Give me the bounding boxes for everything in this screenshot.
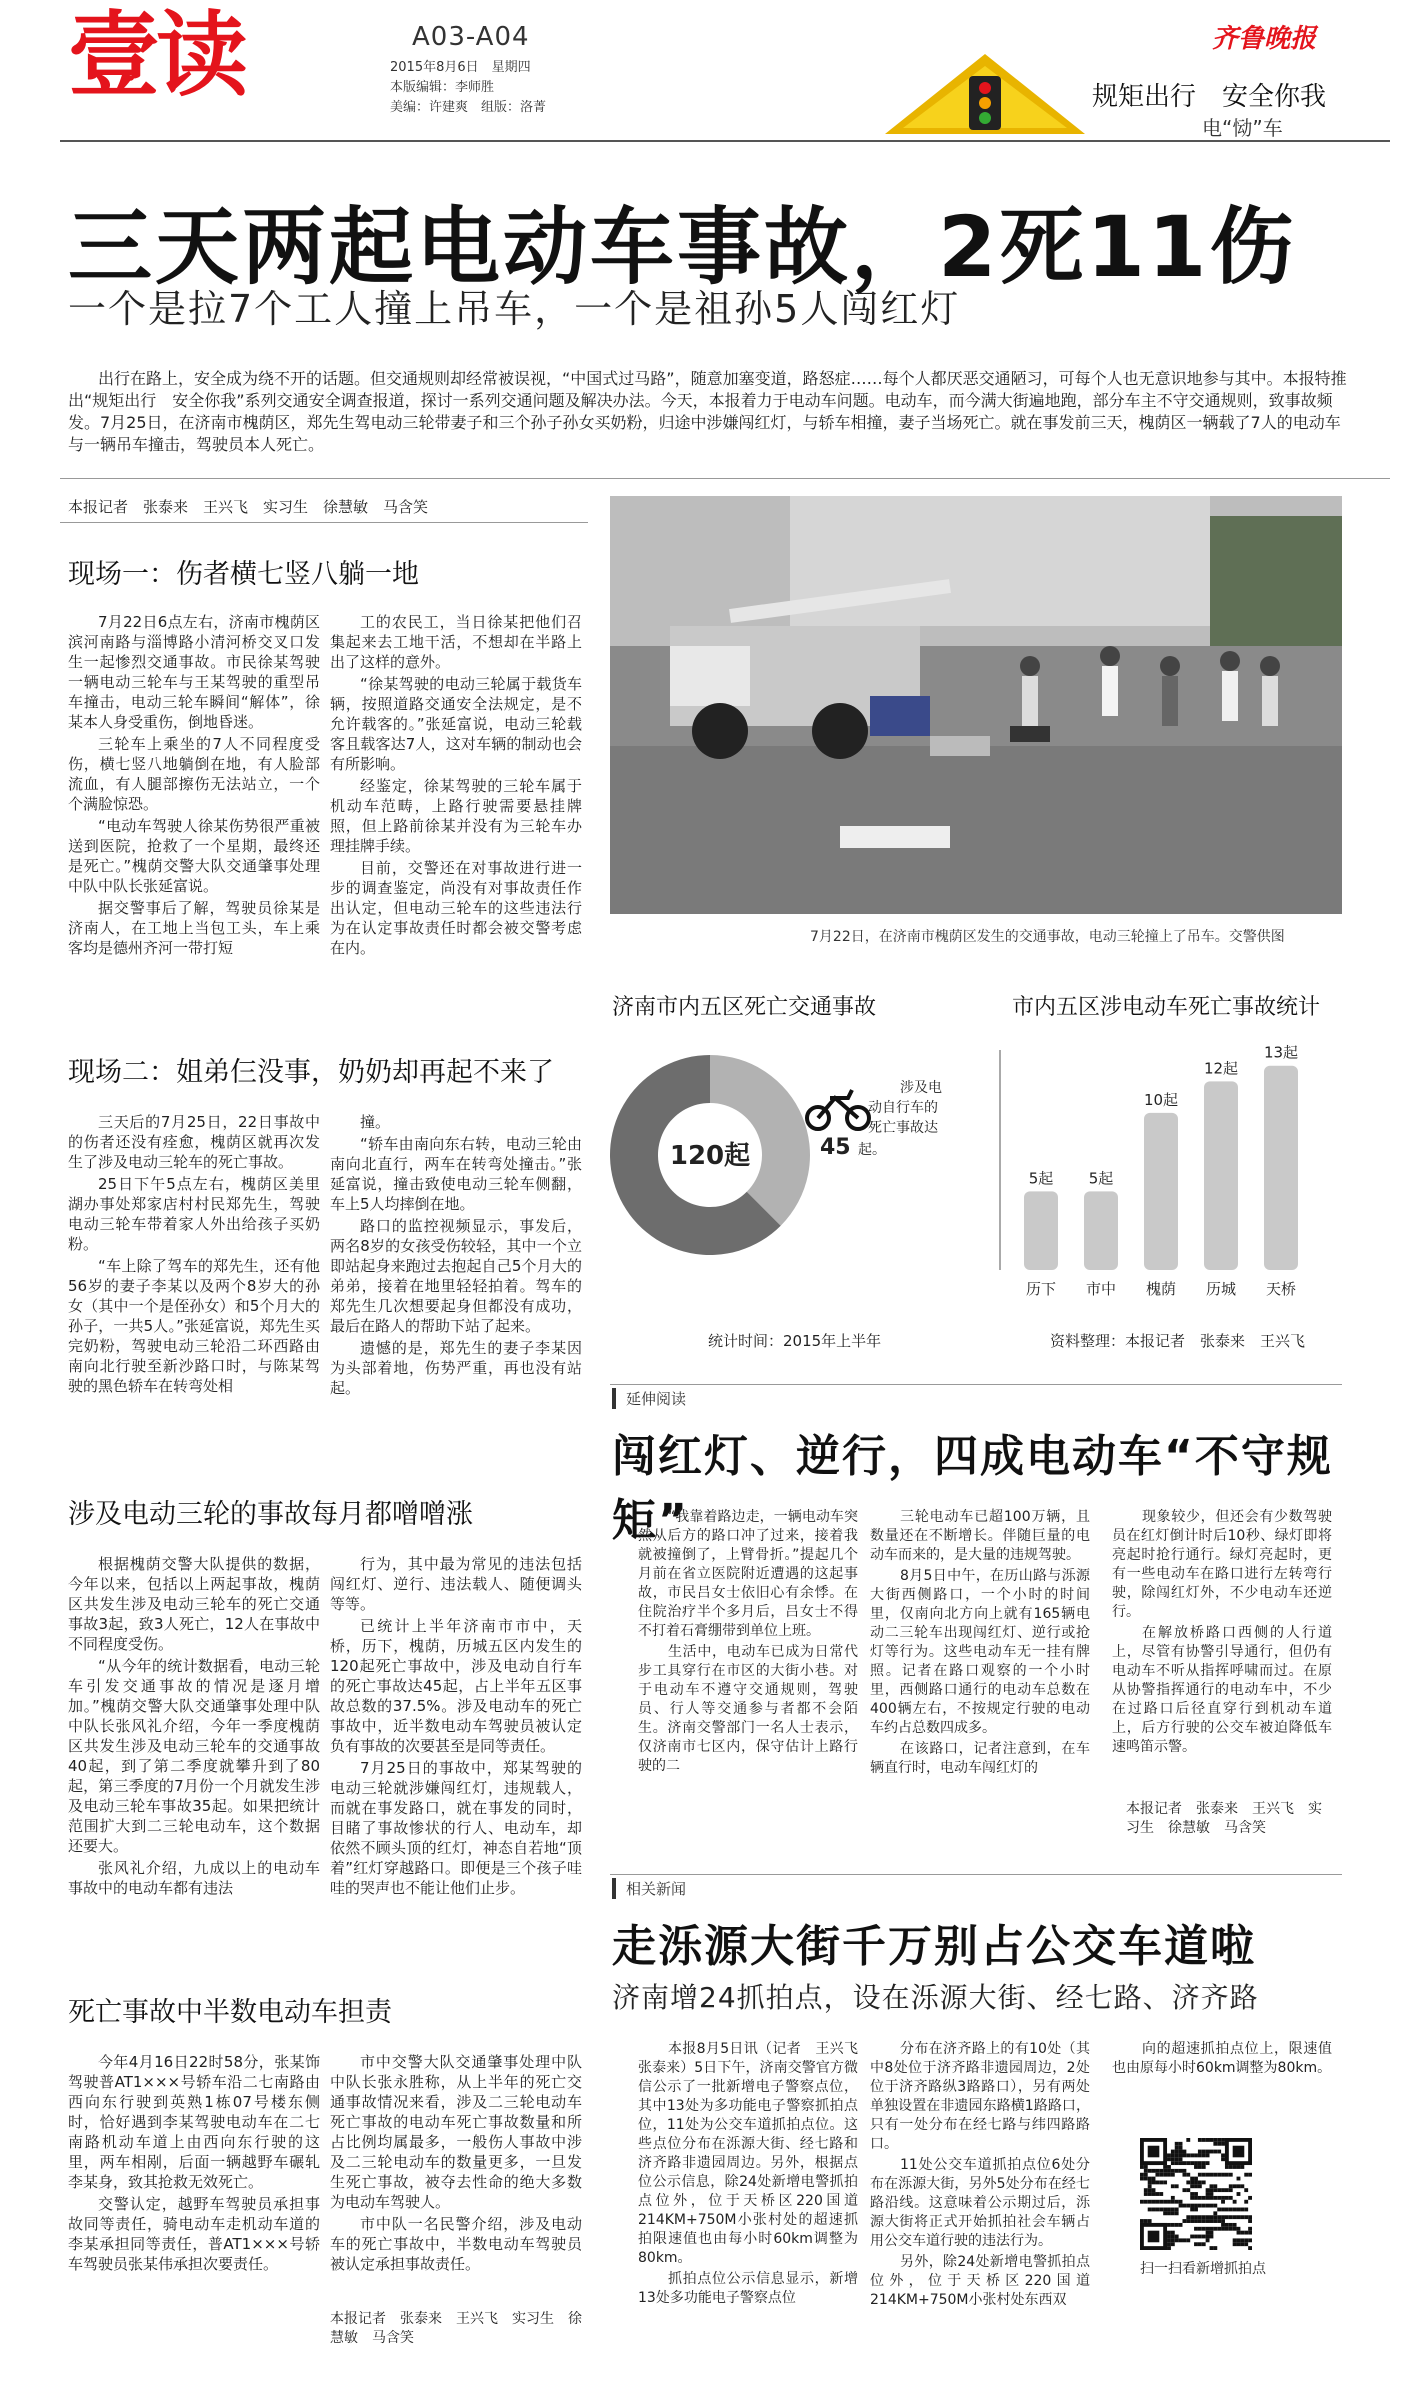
donut-slice-label: 起。 bbox=[858, 1142, 886, 1158]
paragraph: 在该路口，记者注意到，在车辆直行时，电动车闯红灯的 bbox=[870, 1741, 1090, 1776]
section3-col1 bbox=[68, 1554, 320, 1900]
donut-slice-label: 动自行车的 bbox=[868, 1100, 938, 1116]
paragraph: 8月5日中午，在历山路与泺源大街西侧路口，一个小时的时间里，仅南向北方向上就有165辆电动二三轮车出现闯红灯、逆行或抢灯等行为。这些电动车无一挂有牌照。记者在路口观察的一个小时里，西侧路口通行的电动车总数在400辆左右，不按规定行驶的电动车约占总数四成多。 bbox=[870, 1568, 1090, 1736]
paragraph: 11处公交车道抓拍点位6处分布在泺源大街，另外5处分布在经七路沿线。这意味着公示期过后，泺源大街将正式开始抓拍社会车辆占用公交车道行驶的违法行为。 bbox=[870, 2157, 1090, 2249]
paragraph: 25日下午5点左右，槐荫区美里湖办事处郑家店村村民郑先生，驾驶电动三轮车带着家人外出给孩子买奶粉。 bbox=[68, 1175, 320, 1253]
series-subtitle: 电“恸”车 bbox=[1202, 116, 1283, 140]
paragraph: 在解放桥路口西侧的人行道上，尽管有协警引导通行，但仍有电动车不听从指挥呼啸而过。在原从协警指挥通行的电动车中，不少在过路口后径直穿行到机动车道上，后方行驶的公交车被迫降低车速鸣笛示警。 bbox=[1112, 1625, 1332, 1755]
related-col3 bbox=[1112, 2040, 1332, 2080]
bar-category-label: 天桥 bbox=[1265, 1280, 1297, 1298]
chart-footnote: 统计时间：2015年上半年 bbox=[708, 1332, 882, 1350]
paragraph: 据交警事后了解，驾驶员徐某是济南人，在工地上当包工头，车上乘客均是德州齐河一带打短 bbox=[68, 899, 320, 957]
section4-byline: 本报记者 张泰来 王兴飞 实习生 徐慧敏 马含笑 bbox=[330, 2311, 582, 2346]
paragraph: 已统计上半年济南市市中，天桥，历下，槐荫，历城五区内发生的120起死亡事故中，涉及电动自行车的死亡事故达45起，占上半年五区事故总数的37.5%。涉及电动车的死亡事故中，近半数电动车驾驶员被认定负有事故的次要甚至是同等责任。 bbox=[330, 1617, 582, 1755]
paragraph: 向的超速抓拍点位上，限速值也由原每小时60km调整为80km。 bbox=[1112, 2041, 1332, 2076]
related-tag: 相关新闻 bbox=[612, 1878, 686, 1899]
paragraph: 本报8月5日讯（记者 王兴飞 张泰来）5日下午，济南交警官方微信公示了一批新增电子警察点位，其中13处为多功能电子警察抓拍点位，11处为公交车道抓拍点位。这些点位分布在泺源大街、经七路和济齐路非遗园周边。另外，根据点位公示信息，除24处新增电警抓拍点位外，位于天桥区220国道214KM+750M小张村处的超速抓拍限速值也由每小时60km调整为80km。 bbox=[638, 2041, 872, 2266]
bar bbox=[1024, 1191, 1058, 1270]
related-subheadline: 济南增24抓拍点，设在泺源大街、经七路、济齐路 bbox=[612, 1981, 1259, 2014]
extended-headline: 闯红灯、逆行，四成电动车“不守规矩” bbox=[612, 1431, 1333, 1546]
paragraph: 生活中，电动车已成为日常代步工具穿行在市区的大街小巷。对于电动车不遵守交通规则，驾驶员、行人等交通参与者都不会陌生。济南交警部门一名人士表示，仅济南市七区内，保守估计上路行驶的二 bbox=[638, 1644, 858, 1774]
paragraph: 7月25日的事故中，郑某驾驶的电动三轮就涉嫌闯红灯，违规载人，而就在事发路口，就在事发的同时，目睹了事故惨状的行人、电动车，却依然不顾头顶的红灯，神态自若地“顶着”红灯穿越路口。即便是三个孩子哇哇的哭声也不能让他们止步。 bbox=[330, 1759, 582, 1897]
paragraph: 今年4月16日22时58分，张某饰驾驶普AT1×××号轿车沿二七南路由西向东行驶到英熟1栋07号楼东侧时，恰好遇到李某驾驶电动车在二七南路机动车道上由西向东行驶的这里，两车相剐，后面一辆越野车碾轧李某身，致其抢救无效死亡。 bbox=[68, 2053, 320, 2191]
paragraph: 行为，其中最为常见的违法包括闯红灯、逆行、违法载人、随便调头等等。 bbox=[330, 1555, 582, 1613]
bar-value-label: 5起 bbox=[1028, 1169, 1054, 1188]
accident-photo bbox=[610, 496, 1342, 914]
paragraph: “我靠着路边走，一辆电动车突然从后方的路口冲了过来，接着我就被撞倒了，上臂骨折。”提起几个月前在省立医院附近遭遇的这起事故，市民吕女士依旧心有余悸。在住院治疗半个多月后，吕女士不得不打着石膏绷带到单位上班。 bbox=[638, 1509, 858, 1639]
paragraph: 路口的监控视频显示，事发后，两名8岁的女孩受伤较轻，其中一个立即站起身来跑过去抱起自己5个月大的弟弟，接着在地里轻轻拍着。驾车的郑先生几次想要起身但都没有成功，最后在路人的帮助下站了起来。 bbox=[330, 1217, 582, 1335]
scene2-col1 bbox=[68, 1112, 320, 1398]
bar bbox=[1084, 1191, 1118, 1270]
bar-value-label: 5起 bbox=[1088, 1169, 1114, 1188]
section3-title: 涉及电动三轮的事故每月都噌噌涨 bbox=[68, 1499, 473, 1530]
series-slogan: 规矩出行 安全你我 bbox=[1092, 82, 1327, 112]
bar-value-label: 10起 bbox=[1143, 1090, 1179, 1109]
donut-slice-label: 45 bbox=[820, 1135, 851, 1160]
bar-chart-title: 市内五区涉电动车死亡事故统计 bbox=[1012, 995, 1321, 1020]
qr-caption: 扫一扫看新增抓拍点 bbox=[1140, 2261, 1266, 2277]
bar-chart bbox=[980, 1020, 1350, 1320]
paragraph: 撞。 bbox=[360, 1113, 391, 1131]
paragraph: 遗憾的是，郑先生的妻子李某因为头部着地，伤势严重，再也没有站起。 bbox=[330, 1339, 582, 1397]
paragraph: 7月22日6点左右，济南市槐荫区滨河南路与淄博路小清河桥交叉口发生一起惨烈交通事故。市民徐某驾驶一辆电动三轮车与王某驾驶的重型吊车撞击，电动三轮车瞬间“解体”，徐某本人身受重伤，倒地昏迷。 bbox=[68, 613, 320, 731]
bar-category-label: 槐荫 bbox=[1145, 1280, 1177, 1298]
traffic-light-icon bbox=[885, 50, 1085, 134]
scene1-title: 现场一：伤者横七竖八躺一地 bbox=[68, 559, 419, 590]
main-subheadline: 一个是拉7个工人撞上吊车，一个是祖孙5人闯红灯 bbox=[68, 287, 961, 331]
byline: 本报记者 张泰来 王兴飞 实习生 徐慧敏 马含笑 bbox=[68, 498, 429, 516]
intro-paragraph: 出行在路上，安全成为绕不开的话题。但交通规则却经常被误视，“中国式过马路”，随意加塞变道，路怒症……每个人都厌恶交通陋习，可每个人也无意识地参与其中。本报特推出“规矩出行 安全你我”系列交通安全调查报道，探讨一系列交通问题及解决办法。今天，本报着力于电动车问题。电动车，而今满大街遍地跑，部分车主不守交通规则，致事故频发。7月25日，在济南市槐荫区，郑先生驾电动三轮带妻子和三个孙子孙女买奶粉，归途中涉嫌闯红灯，与轿车相撞，妻子当场死亡。就在事发前三天，槐荫区一辆载了7人的电动车与一辆吊车撞击，驾驶员本人死亡。 bbox=[68, 369, 1347, 454]
donut-center-label: 120起 bbox=[669, 1141, 751, 1171]
donut-chart-title: 济南市内五区死亡交通事故 bbox=[612, 995, 877, 1020]
bar bbox=[1264, 1066, 1298, 1270]
bar bbox=[1204, 1081, 1238, 1270]
issue-date: 2015年8月6日 星期四 bbox=[390, 60, 531, 75]
donut-slice-label: 死亡事故达 bbox=[868, 1120, 938, 1136]
paragraph: “车上除了驾车的郑先生，还有他56岁的妻子李某以及两个8岁大的孙女（其中一个是侄孙女）和5个月大的孙子，一共5人。”张延富说，郑先生买完奶粉，驾驶电动三轮沿二环西路由南向北行驶至新沙路口时，与陈某驾驶的黑色轿车在转弯处相 bbox=[68, 1257, 320, 1395]
section-logo: 壹读 bbox=[68, 2, 245, 109]
scene1-col1 bbox=[68, 612, 320, 960]
qr-code[interactable] bbox=[1140, 2138, 1252, 2250]
extended-col2 bbox=[870, 1508, 1090, 1780]
extended-col1 bbox=[638, 1508, 858, 1778]
bar-value-label: 13起 bbox=[1263, 1043, 1299, 1062]
page-range: A03-A04 bbox=[412, 22, 530, 52]
paragraph: 工的农民工，当日徐某把他们召集起来去工地干活，不想却在半路上出了这样的意外。 bbox=[330, 613, 582, 671]
scene2-col2 bbox=[330, 1112, 582, 1400]
extended-byline: 本报记者 张泰来 王兴飞 实习生 徐慧敏 马含笑 bbox=[1126, 1801, 1322, 1836]
extended-col3 bbox=[1112, 1508, 1332, 1759]
bar bbox=[1144, 1113, 1178, 1270]
bar-category-label: 历城 bbox=[1205, 1280, 1237, 1298]
extended-tag: 延伸阅读 bbox=[612, 1388, 686, 1409]
section4-col2 bbox=[330, 2052, 582, 2276]
paragraph: 市中队一名民警介绍，涉及电动车的死亡事故中，半数电动车驾驶员被认定承担事故责任。 bbox=[330, 2215, 582, 2273]
header-divider bbox=[60, 140, 1390, 142]
intro-divider bbox=[60, 478, 1390, 479]
related-col2 bbox=[870, 2040, 1090, 2312]
paragraph: 三轮电动车已超100万辆，且数量还在不断增长。伴随巨量的电动车而来的，是大量的违规驾驶。 bbox=[870, 1509, 1090, 1563]
paragraph: “徐某驾驶的电动三轮属于载货车辆，按照道路交通安全法规定，是不允许载客的。”张延富说，电动三轮载客且载客达7人，这对车辆的制动也会有所影响。 bbox=[330, 675, 582, 773]
bar-category-label: 历下 bbox=[1025, 1280, 1057, 1298]
bar-value-label: 12起 bbox=[1203, 1059, 1239, 1078]
paragraph: 张风礼介绍，九成以上的电动车事故中的电动车都有违法 bbox=[68, 1859, 320, 1897]
scene2-title: 现场二：姐弟仨没事，奶奶却再起不来了 bbox=[68, 1057, 554, 1088]
section4-col1 bbox=[68, 2052, 320, 2276]
paragraph: 目前，交警还在对事故进行进一步的调查鉴定，尚没有对事故责任作出认定，但电动三轮车的这些违法行为在认定事故责任时都会被交警考虑在内。 bbox=[330, 859, 582, 957]
paragraph: “电动车驾驶人徐某伤势很严重被送到医院，抢救了一个星期，最终还是死亡。”槐荫交警大队交通肇事处理中队中队长张延富说。 bbox=[68, 817, 320, 895]
paragraph: 交警认定，越野车驾驶员承担事故同等责任，骑电动车走机动车道的李某承担同等责任，普AT1×××号轿车驾驶员张某伟承担次要责任。 bbox=[68, 2195, 320, 2273]
photo-caption: 7月22日，在济南市槐荫区发生的交通事故，电动三轮撞上了吊车。交警供图 bbox=[810, 929, 1285, 945]
paragraph: 另外，除24处新增电警抓拍点位外，位于天桥区220国道214KM+750M小张村处东西双 bbox=[870, 2254, 1090, 2308]
paragraph: 现象较少，但还会有少数驾驶员在红灯倒计时后10秒、绿灯即将亮起时抢行通行。绿灯亮起时，更有一些电动车在路口进行左转弯行驶，除闯红灯外，不少电动车还逆行。 bbox=[1112, 1509, 1332, 1620]
related-col1 bbox=[638, 2040, 872, 2310]
paragraph: 市中交警大队交通肇事处理中队中队长张永胜称，从上半年的死亡交通事故情况来看，涉及二三轮电动车死亡事故的电动车死亡事故数量和所占比例均属最多，一般伤人事故中涉及二三轮电动车的数量更多，一旦发生死亡事故，被夺去性命的绝大多数为电动车驾驶人。 bbox=[330, 2053, 582, 2211]
design-credit: 美编：许建爽 组版：洛菁 bbox=[390, 100, 547, 115]
donut-slice-label: 涉及电 bbox=[900, 1080, 942, 1096]
chart-source: 资料整理：本报记者 张泰来 王兴飞 bbox=[1050, 1332, 1306, 1350]
paragraph: “从今年的统计数据看，电动三轮车引发交通事故的情况是逐月增加。”槐荫交警大队交通肇事处理中队中队长张风礼介绍，今年一季度槐荫区共发生涉及电动三轮车的交通事故40起，到了第二季度就攀升到了80起，第三季度的7月份一个月就发生涉及电动三轮车事故35起。如果把统计范围扩大到二三轮电动车，这个数据还要大。 bbox=[68, 1657, 320, 1855]
related-headline: 走泺源大街千万别占公交车道啦 bbox=[612, 1921, 1256, 1972]
section4-title: 死亡事故中半数电动车担责 bbox=[68, 1997, 392, 2028]
paragraph: 分布在济齐路上的有10处（其中8处位于济齐路非遗园周边，2处位于济齐路纵3路路口），另有两处单独设置在非遗园东路横1路路口，只有一处分布在经七路与纬四路路口。 bbox=[870, 2041, 1090, 2152]
paragraph: 抓拍点位公示信息显示，新增13处多功能电子警察点位 bbox=[638, 2271, 858, 2306]
paragraph: 三轮车上乘坐的7人不同程度受伤，横七竖八地躺倒在地，有人脸部流血，有人腿部擦伤无法站立，一个个满脸惊恐。 bbox=[68, 735, 320, 813]
donut-chart bbox=[600, 1020, 980, 1320]
bar-category-label: 市中 bbox=[1085, 1280, 1117, 1298]
bike-icon bbox=[807, 1090, 869, 1129]
paragraph: 三天后的7月25日，22日事故中的伤者还没有痊愈，槐荫区就再次发生了涉及电动三轮车的死亡事故。 bbox=[68, 1113, 320, 1171]
paragraph: 经鉴定，徐某驾驶的三轮车属于机动车范畴，上路行驶需要悬挂牌照，但上路前徐某并没有为三轮车办理挂牌手续。 bbox=[330, 777, 582, 855]
newspaper-brand: 齐鲁晚报 bbox=[1212, 24, 1317, 54]
main-headline: 三天两起电动车事故，2死11伤 bbox=[68, 198, 1297, 296]
section3-col2 bbox=[330, 1554, 582, 1900]
scene1-col2 bbox=[330, 612, 582, 960]
editor-credit: 本版编辑：李师胜 bbox=[390, 80, 495, 95]
paragraph: 根据槐荫交警大队提供的数据，今年以来，包括以上两起事故，槐荫区共发生涉及电动三轮车的死亡交通事故3起，致3人死亡，12人在事故中不同程度受伤。 bbox=[68, 1555, 320, 1653]
paragraph: “轿车由南向东右转，电动三轮由南向北直行，两车在转弯处撞击。”张延富说，撞击致使电动三轮车侧翻，车上5人均摔倒在地。 bbox=[330, 1135, 582, 1213]
